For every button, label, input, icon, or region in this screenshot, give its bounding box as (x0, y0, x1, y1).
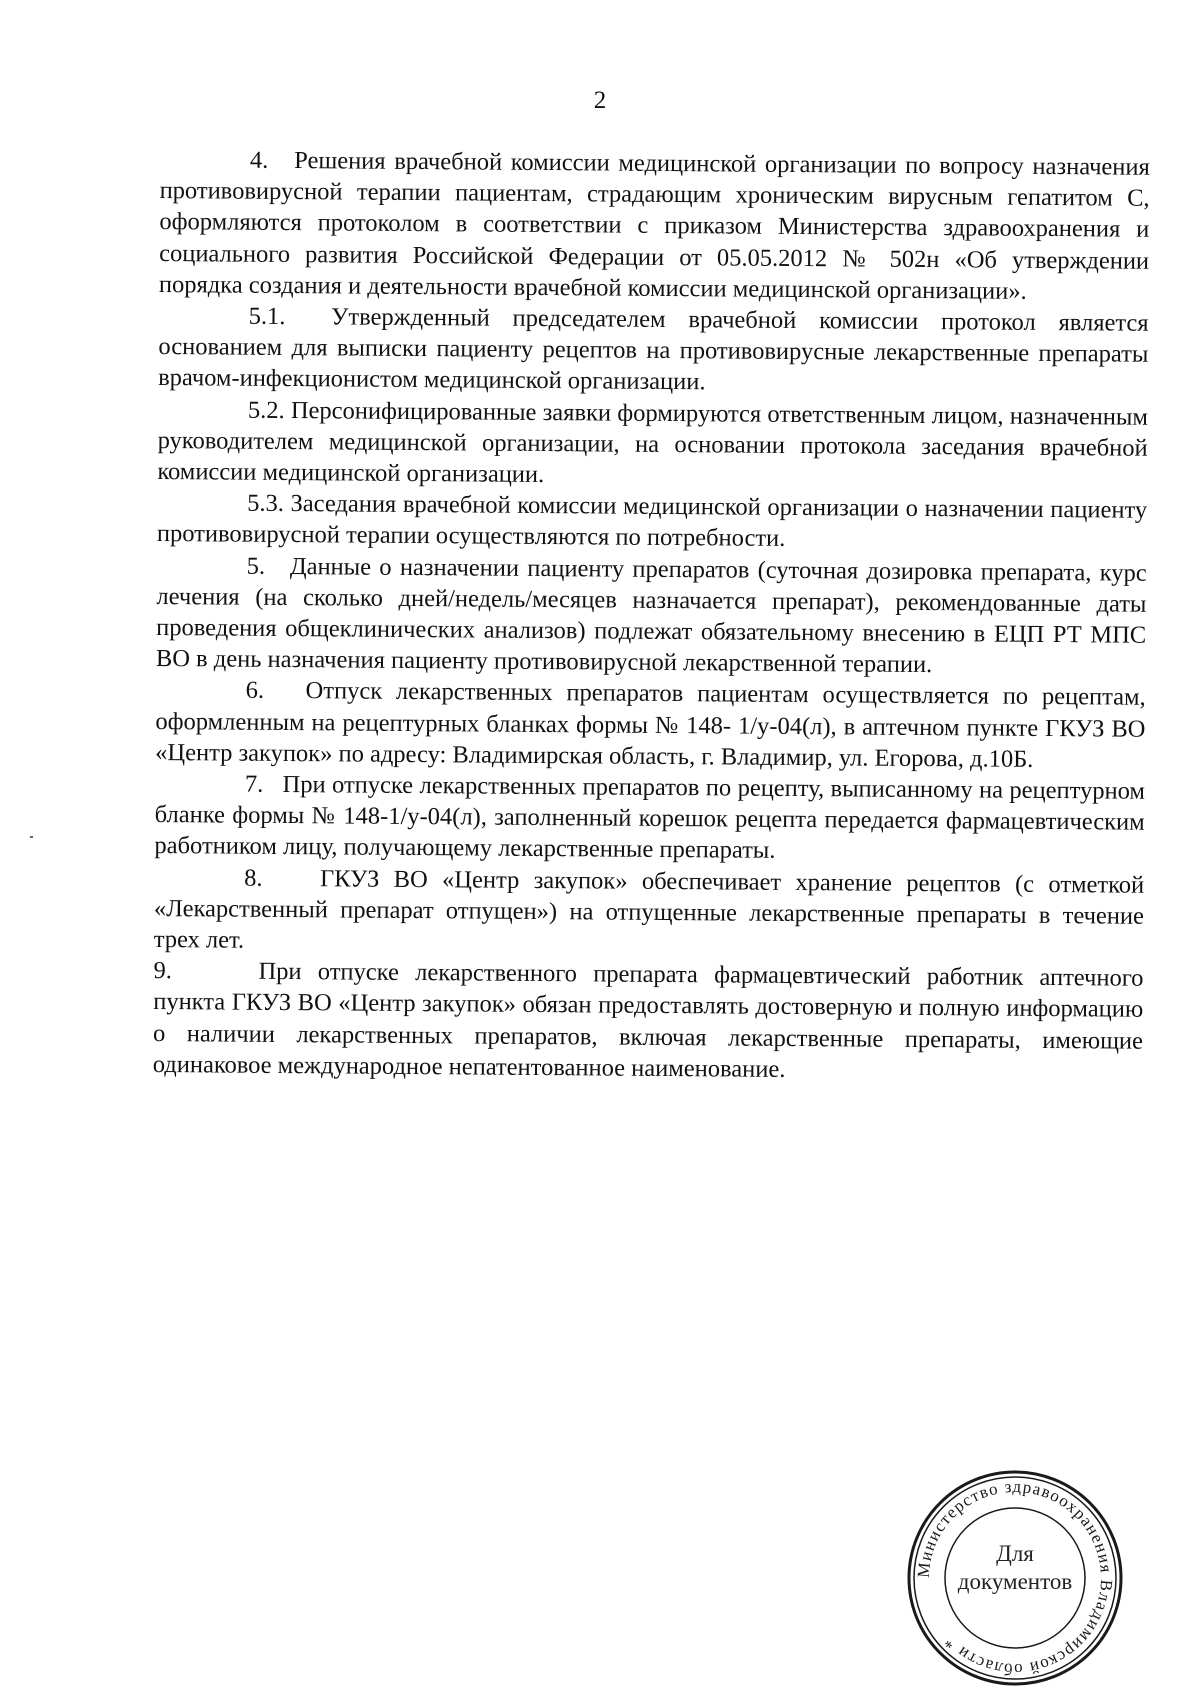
stamp-center-text (905, 1540, 1125, 1596)
paragraph-4 (159, 144, 1150, 308)
paragraph-number: 8. (244, 864, 263, 892)
paragraph-text: Отпуск лекарственных препаратов пациентам осуществляется по рецептам, оформленным на рецептурных бланках формы № 148- 1/у-04(л), в аптечном пункте ГКУЗ ВО «Центр закупок» по адресу: Владимирская область, г. Владимир, ул. Егорова, д.10Б. (155, 677, 1146, 773)
document-body (153, 144, 1150, 1088)
paragraph-number: 5.3. (247, 489, 285, 518)
paragraph-9 (153, 955, 1144, 1088)
stamp-line-1: Для (996, 1541, 1034, 1566)
paragraph-text: Персонифицированные заявки формируются ответственным лицом, назначенным руководителем медицинской организации, на основании протокола заседания врачебной комиссии медицинской организации. (157, 396, 1148, 489)
paragraph-number: 9. (153, 957, 172, 985)
paragraph-text: Утвержденный председателем врачебной комиссии протокол является основанием для выписки пациенту рецептов на противовирусные лекарственные препараты врачом-инфекционистом медицинской организации. (158, 303, 1149, 396)
paragraph-number: 4. (249, 146, 269, 174)
stamp-ring-text: Министерство здравоохранения Владимирской области * (913, 1476, 1117, 1680)
paragraph-5-3 (157, 487, 1147, 557)
stamp-line-2: документов (957, 1569, 1073, 1594)
paragraph-5-1 (158, 300, 1149, 401)
paragraph-6 (155, 674, 1146, 775)
scan-speck (30, 836, 33, 838)
paragraph-number: 7. (244, 770, 264, 798)
paragraph-text: ГКУЗ ВО «Центр закупок» обеспечивает хранение рецептов (с отметкой «Лекарственный препарат отпущен») на отпущенные лекарственные препараты в течение трех лет. (153, 864, 1145, 954)
paragraph-number: 5. (246, 552, 266, 580)
paragraph-text: Решения врачебной комиссии медицинской организации по вопросу назначения противовирусной терапии пациентам, страдающим хроническим вирусным гепатитом С, оформляются протоколом в соответствии с приказом Министерства здравоохранения и социального развития Российской Федерации от 05.05.2012 № 502н «Об утверждении порядка создания и деятельности врачебной комиссии медицинской организации». (158, 147, 1150, 305)
paragraph-number: 5.2. (247, 396, 285, 424)
paragraph-text: Данные о назначении пациенту препаратов (суточная дозировка препарата, курс лечения (на сколько дней/недель/месяцев назначается препарат), рекомендованные даты проведения общеклинических анализов) подлежат обязательному внесению в ЕЦП РТ МПС ВО в день назначения пациенту противовирусной лекарственной терапии. (155, 552, 1147, 679)
paragraph-5 (156, 550, 1147, 683)
paragraph-number: 6. (245, 677, 265, 705)
paragraph-text: При отпуске лекарственного препарата фармацевтический работник аптечного пункта ГКУЗ ВО «Центр закупок» обязан предоставлять достоверную и полную информацию о наличии лекарственных препаратов, включая лекарственные препараты, имеющие одинаковое международное непатентованное наименование. (152, 958, 1144, 1083)
document-stamp (905, 1468, 1125, 1688)
paragraph-text: Заседания врачебной комиссии медицинской организации о назначении пациенту противовирусной терапии осуществляются по потребности. (156, 490, 1148, 553)
paragraph-number: 5.1. (248, 302, 286, 331)
paragraph-7 (154, 768, 1145, 869)
page-number: 2 (593, 87, 607, 114)
paragraph-5-2 (157, 394, 1148, 495)
paragraph-8 (154, 862, 1145, 963)
paragraph-text: При отпуске лекарственных препаратов по рецепту, выписанному на рецептурном бланке формы № 148-1/у-04(л), заполненный корешок рецепта передается фармацевтическим работником лицу, получающему лекарственные препараты. (154, 771, 1146, 865)
